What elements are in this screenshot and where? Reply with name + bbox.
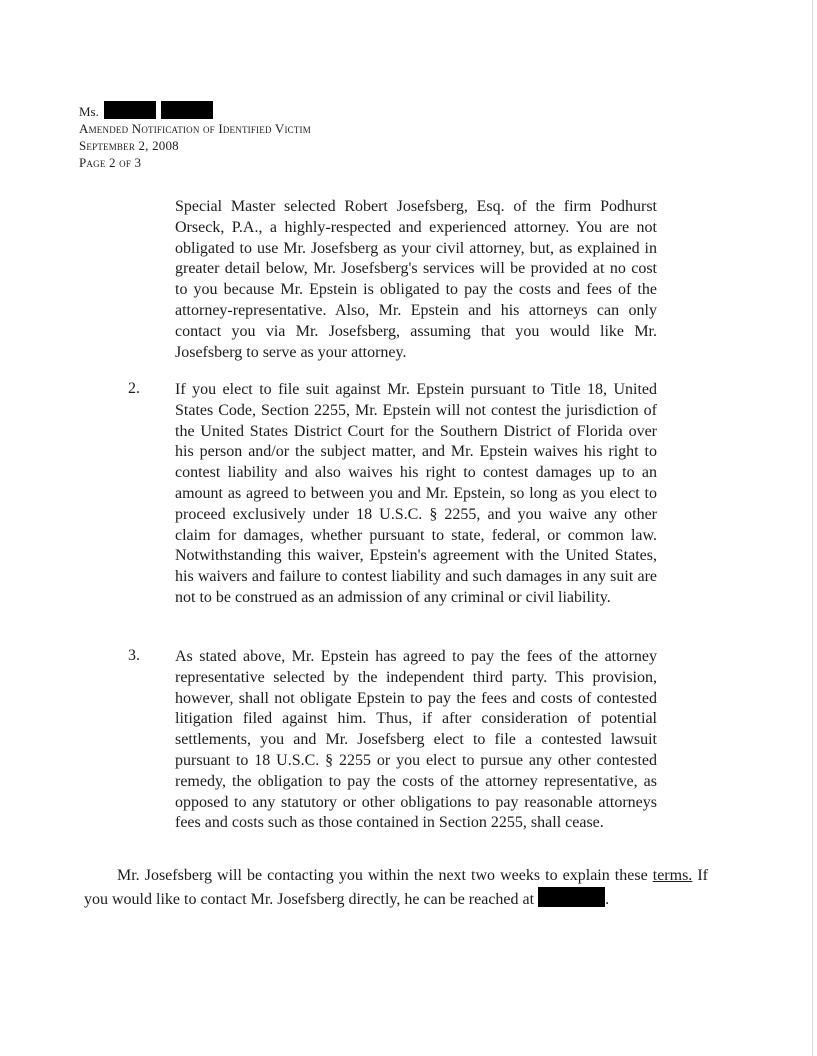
closing-end-punctuation: . [605, 890, 610, 908]
intro-paragraph: Special Master selected Robert Josefsberg, Esq. of the firm Podhurst Orseck, P.A., a highly-respected and experienced attorney. You are not obligated to use Mr. Josefsberg as your civil attorney, but, as explained in greater detail below, Mr. Josefsberg's services will be provided at no cost to you because Mr. Epstein is obligated to pay the costs and fees of the attorney-representative. Also, Mr. Epstein and his attorneys can only contact you via Mr. Josefsberg, assuming that you would like Mr. Josefsberg to serve as your attorney. [175, 198, 657, 361]
closing-paragraph [84, 866, 708, 911]
item-paragraph: As stated above, Mr. Epstein has agreed to pay the fees of the attorney representative selected by the independent third party. This provision, however, shall not obligate Epstein to pay the fees and costs of contested litigation filed against him. Thus, if after consideration of potential settlements, you and Mr. Josefsberg elect to file a contested lawsuit pursuant to 18 U.S.C. § 2255 or you elect to pursue any other contested remedy, the obligation to pay the costs of the attorney representative, as opposed to any statutory or other obligations to pay reasonable attorneys fees and costs such as those contained in Section 2255, shall cease. [175, 648, 657, 832]
closing-text-before: Mr. Josefsberg will be contacting you within the next two weeks to explain these [117, 867, 648, 884]
item-number: 3. [128, 647, 140, 664]
item-paragraph: If you elect to file suit against Mr. Epstein pursuant to Title 18, United States Code, Section 2255, Mr. Epstein will not contest the jurisdiction of the United States District Court for the Southern District of Florida over his person and/or the subject matter, and Mr. Epstein waives his right to contest liability and also waives his right to contest damages up to an amount as agreed to between you and Mr. Epstein, so long as you elect to proceed exclusively under 18 U.S.C. § 2255, and you waive any other claim for damages, whether pursuant to state, federal, or common law. Notwithstanding this waiver, Epstein's agreement with the United States, his waivers and failure to contest liability and such damages in any suit are not to be construed as an admission of any criminal or civil liability. [175, 381, 657, 606]
item-number: 2. [128, 380, 140, 397]
redaction-block [104, 101, 156, 119]
closing-underlined-word: terms. [652, 867, 693, 884]
redaction-block [161, 101, 213, 119]
document-date: September 2, 2008 [79, 138, 179, 153]
redaction-block [571, 887, 605, 907]
closing-text-after: If you would like to contact Mr. Josefsberg directly, he can be reached at [84, 867, 709, 908]
salutation-line [79, 101, 311, 120]
page-label: Page 2 of 3 [79, 155, 142, 170]
letter-header [79, 101, 311, 171]
page-edge-line [812, 0, 813, 1056]
document-title: Amended Notification of Identified Victim [79, 121, 311, 136]
salutation: Ms. [79, 104, 99, 119]
